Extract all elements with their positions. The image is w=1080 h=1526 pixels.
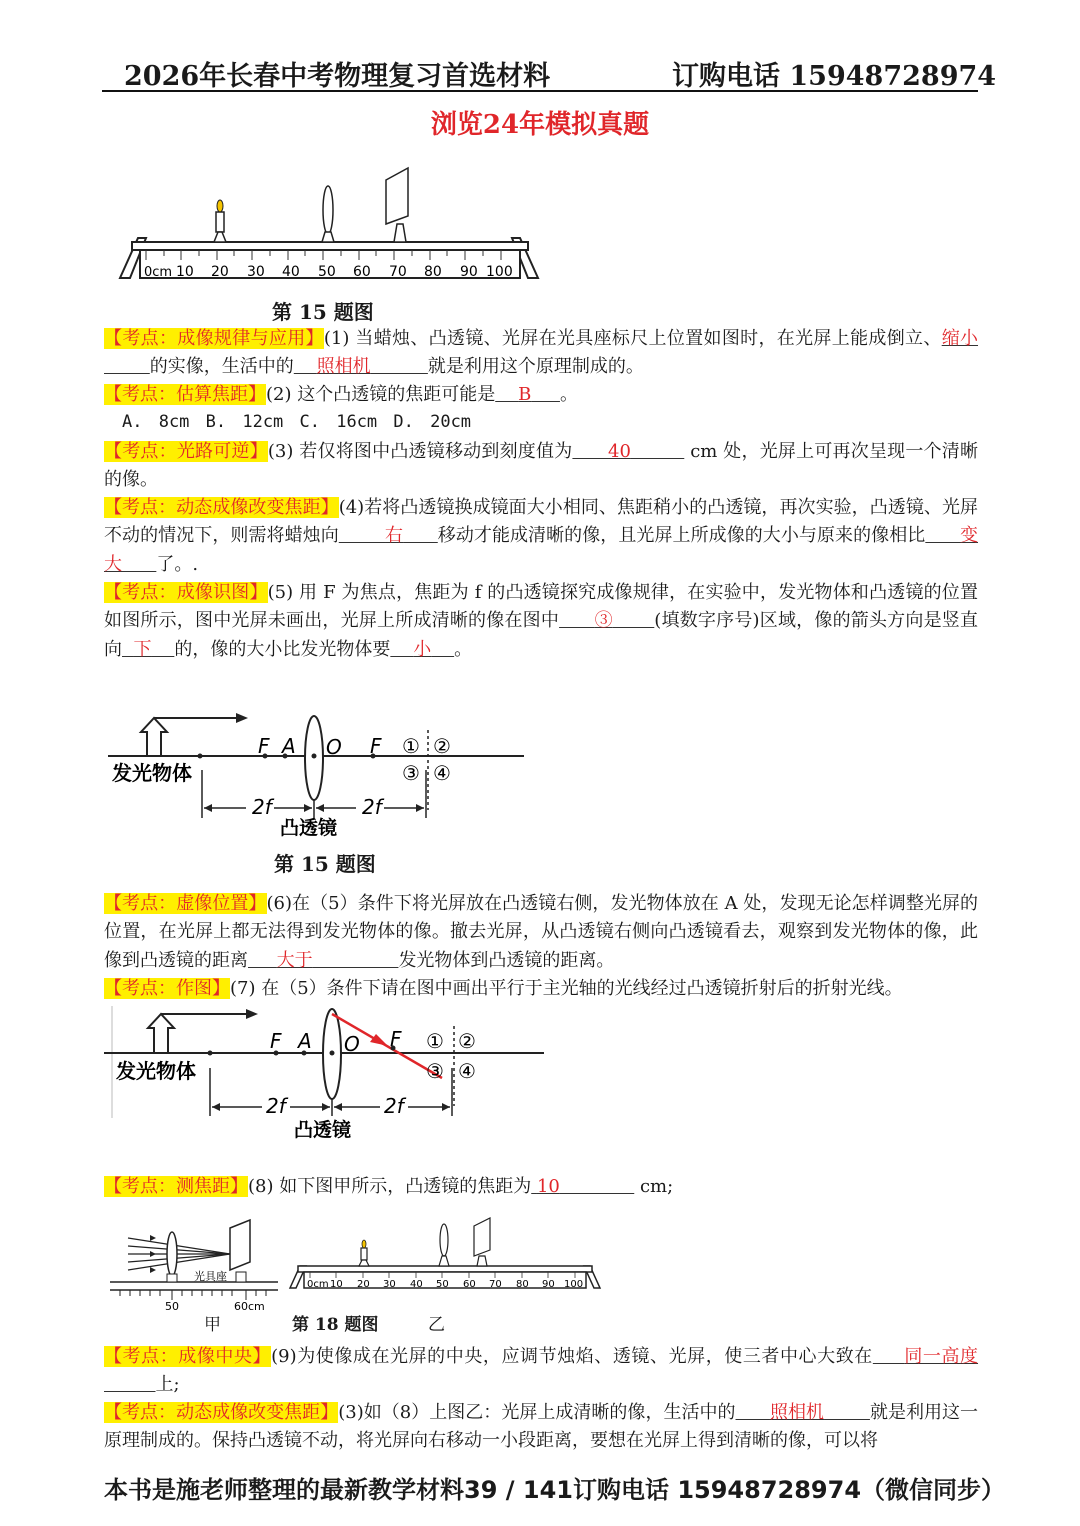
- answer: 变大: [104, 525, 979, 575]
- question-4: 【考点：动态成像改变焦距】(4)若将凸透镜换成镜面大小相同、焦距稍小的凸透镜，再次实验，凸透镜、光屏不动的情况下，则需将蜡烛向 右 移动才能成清晰的像，且光屏上所成像的大小与原来的像相比 变大 了。.: [104, 497, 979, 575]
- question-3: 【考点：光路可逆】(3) 若仅将图中凸透镜移动到刻度值为 40 cm 处，光屏上可再次呈现一个清晰的像。: [104, 441, 978, 491]
- ruler-label: 70: [489, 1279, 502, 1290]
- region-2: ②: [433, 734, 451, 758]
- section-title: 浏览24年模拟真题: [430, 110, 650, 140]
- two-f-label: 2f: [252, 795, 272, 819]
- ruler-label: 80: [516, 1279, 529, 1290]
- focal-length-figure: [110, 1218, 285, 1313]
- answer: 小: [413, 638, 432, 660]
- focus-label: F: [370, 734, 382, 758]
- ruler-label: 30: [247, 264, 265, 280]
- ruler-label: 60: [353, 264, 371, 280]
- question-10: 【考点：动态成像改变焦距】(3)如（8）上图乙：光屏上成清晰的像，生活中的 照相机 就是利用这一原理制成的。保持凸透镜不动，将光屏向右移动一小段距离，要想在光屏上得到清晰的像，可以将: [104, 1402, 979, 1452]
- topic-tag: 【考点：估算焦距】: [104, 384, 266, 405]
- point-a-label: A: [282, 734, 296, 758]
- ruler-label: 40: [282, 264, 300, 280]
- header-title: 2026年长春中考物理复习首选材料: [124, 61, 551, 92]
- region-3: ③: [426, 1059, 444, 1083]
- scale-label: 50: [165, 1300, 179, 1313]
- topic-tag: 【考点：光路可逆】: [104, 441, 268, 462]
- answer: 10: [536, 1176, 560, 1197]
- focus-label: F: [390, 1027, 402, 1051]
- ruler-label: 100: [486, 264, 513, 280]
- lens-label: 凸透镜: [294, 1119, 352, 1141]
- topic-tag: 【考点：动态成像改变焦距】: [104, 497, 339, 518]
- question-7: 【考点：作图】(7) 在（5）条件下请在图中画出平行于主光轴的光线经过凸透镜折射后的折射光线。: [104, 978, 903, 999]
- region-1: ①: [426, 1029, 444, 1053]
- optical-center-label: O: [326, 735, 342, 759]
- ruler-label: 10: [330, 1279, 343, 1290]
- ruler-label: 90: [460, 264, 478, 280]
- header-divider: [102, 90, 978, 92]
- answer: 下: [133, 638, 152, 660]
- answer: 照相机: [316, 356, 371, 378]
- topic-tag: 【考点：成像识图】: [104, 582, 268, 603]
- lens-label: 凸透镜: [280, 817, 338, 839]
- region-1: ①: [402, 734, 420, 758]
- optical-bench-small: [284, 1210, 604, 1294]
- ruler-label: 50: [318, 264, 336, 280]
- ruler-label: 80: [424, 264, 442, 280]
- answer: 右: [385, 525, 404, 547]
- topic-tag: 【考点：动态成像改变焦距】: [104, 1402, 339, 1423]
- ruler-label: 0cm: [144, 265, 173, 280]
- two-f-label: 2f: [266, 1094, 286, 1118]
- topic-tag: 【考点：成像规律与应用】: [104, 328, 324, 349]
- region-4: ④: [433, 761, 451, 785]
- figure-caption: 第 18 题图: [292, 1315, 379, 1335]
- region-4: ④: [458, 1059, 476, 1083]
- answer: ③: [594, 610, 613, 632]
- answer: 缩小: [941, 328, 979, 349]
- two-f-label: 2f: [362, 795, 382, 819]
- object-label: 发光物体: [112, 761, 192, 785]
- figure-caption: 第 15 题图: [274, 852, 376, 876]
- lens-diagram: [108, 700, 538, 845]
- focus-label: F: [258, 734, 270, 758]
- question-2: 【考点：估算焦距】(2) 这个凸透镜的焦距可能是 B 。: [104, 384, 578, 405]
- ruler-label: 60: [463, 1279, 476, 1290]
- ruler-label: 50: [436, 1279, 449, 1290]
- page-footer: 本书是施老师整理的最新教学材料39 / 141订购电话 15948728974（微信同步）: [104, 1476, 1006, 1504]
- point-a-label: A: [298, 1029, 312, 1053]
- ruler-label: 90: [542, 1279, 555, 1290]
- ruler-label: 30: [383, 1279, 396, 1290]
- object-label: 发光物体: [116, 1059, 196, 1083]
- bench-label: 光具座: [194, 1270, 227, 1283]
- question-8: 【考点：测焦距】(8) 如下图甲所示，凸透镜的焦距为 10 cm;: [104, 1176, 674, 1197]
- ruler-label: 20: [211, 264, 229, 280]
- ruler-label: 20: [357, 1279, 370, 1290]
- header-phone: 订购电话 15948728974: [672, 61, 997, 92]
- ruler-label: 40: [410, 1279, 423, 1290]
- topic-tag: 【考点：测焦距】: [104, 1176, 248, 1197]
- ruler-label: 10: [176, 264, 194, 280]
- two-f-label: 2f: [384, 1094, 404, 1118]
- sub-label-yi: 乙: [428, 1315, 445, 1335]
- topic-tag: 【考点：作图】: [104, 978, 230, 999]
- answer: B: [518, 384, 532, 405]
- question-1: 【考点：成像规律与应用】(1) 当蜡烛、凸透镜、光屏在光具座标尺上位置如图时，在光屏上能成倒立、缩小 的实像，生活中的 照相机 就是利用这个原理制成的。: [104, 328, 979, 378]
- optical-bench-figure: [110, 160, 550, 290]
- topic-tag: 【考点：虚像位置】: [104, 893, 267, 914]
- focus-label: F: [270, 1029, 282, 1053]
- question-9: 【考点：成像中央】(9)为使像成在光屏的中央，应调节烛焰、透镜、光屏，使三者中心大致在 同一高度 上;: [104, 1346, 979, 1396]
- region-2: ②: [458, 1029, 476, 1053]
- optical-center-label: O: [344, 1032, 360, 1056]
- scale-label: 60cm: [234, 1300, 265, 1313]
- options: A. 8cm B. 12cm C. 16cm D. 20cm: [122, 412, 472, 432]
- region-3: ③: [402, 761, 420, 785]
- ruler-label: 100: [564, 1279, 584, 1290]
- figure-caption: 第 15 题图: [272, 300, 374, 324]
- ruler-label: 0cm: [307, 1279, 329, 1290]
- topic-tag: 【考点：成像中央】: [104, 1346, 272, 1367]
- answer: 40: [608, 441, 631, 462]
- answer: 大于: [276, 949, 313, 971]
- sub-label-jia: 甲: [204, 1315, 221, 1335]
- question-5: 【考点：成像识图】(5) 用 F 为焦点，焦距为 f 的凸透镜探究成像规律，在实验中，发光物体和凸透镜的位置如图所示，图中光屏未画出，光屏上所成清晰的像在图中 ③ (填数字序号)区域，像的箭头方向是竖直向 下 的，像的大小比发光物体要 小 。: [104, 582, 978, 660]
- ruler-label: 70: [389, 264, 407, 280]
- refraction-diagram: [104, 1006, 550, 1144]
- answer: 照相机: [769, 1402, 825, 1423]
- question-6: 【考点：虚像位置】(6)在（5）条件下将光屏放在凸透镜右侧，发光物体放在 A 处，发现无论怎样调整光屏的位置，在光屏上都无法得到发光物体的像。撤去光屏，从凸透镜右侧向凸透镜看去，观察到发光物体的像，此像到凸透镜的距离 大于 发光物体到凸透镜的距离。: [104, 893, 979, 971]
- answer: 同一高度: [904, 1346, 979, 1367]
